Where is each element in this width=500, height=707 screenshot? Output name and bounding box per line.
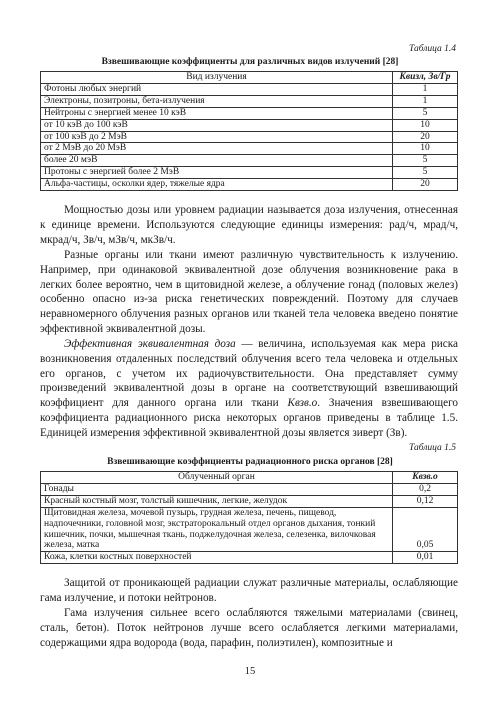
paragraph-effective-dose [40,337,458,441]
radiation-type-cell: Нейтроны с энергией менее 10 кэВ [41,107,393,119]
coefficient-cell: 20 [393,131,458,143]
paragraph-organ-sensitivity: Разные органы или ткани имеют различную чувствительность к излучению. Например, при одинаковой эквивалентной дозе облучения возникновение рака в легких более вероятно, чем в щитовидной железе, а облучение гонад (половых желез) особенно опасно из-за риска генетических повреждений. Поэтому для случаев неравномерного облучения разных органов или тканей тела человека введено понятие эффективной эквивалентной дозы. [40,249,458,335]
radiation-type-cell: Фотоны любых энергий [41,83,393,95]
coefficient-cell: 0,01 [393,552,458,564]
coefficient-cell: 1 [393,95,458,107]
table1-caption: Взвешивающие коэффициенты для различных видов излучений [28] [101,57,399,67]
table-row [41,495,458,507]
radiation-type-cell: от 100 кэВ до 2 МэВ [41,131,393,143]
coefficient-cell: 5 [393,167,458,179]
radiation-type-cell: Альфа-частицы, осколки ядер, тяжелые ядра [41,179,393,191]
organ-cell: Красный костный мозг, толстый кишечник, легкие, желудок [41,495,393,507]
column-header-organ: Облученный орган [41,472,393,484]
column-header-radiation-type: Вид излучения [41,72,393,84]
coefficient-cell: 1 [393,83,458,95]
table-row [41,83,458,95]
coefficient-cell: 5 [393,155,458,167]
coefficient-cell: 20 [393,179,458,191]
table2-caption: Взвешивающие коэффициенты радиационного риска органов [28] [107,457,393,467]
term-effective-dose: Эффективная эквивалентная доза [64,338,236,350]
radiation-type-cell: от 2 МэВ до 20 МэВ [41,143,393,155]
table-row [41,167,458,179]
radiation-type-cell: Электроны, позитроны, бета-излучения [41,95,393,107]
paragraph-dose-rate: Мощностью дозы или уровнем радиации называется доза излучения, отнесенная к единице времени. Используются следующие единицы измерения: рад/ч, мрад/ч, мкрад/ч, Зв/ч, мЗв/ч, мкЗв/ч. [40,204,458,246]
table-row [41,119,458,131]
coefficient-cell: 5 [393,107,458,119]
radiation-type-cell: Протоны с энергией более 2 МэВ [41,167,393,179]
table-row [41,107,458,119]
table1-label: Таблица 1.4 [409,44,456,54]
table2-label: Таблица 1.5 [409,443,456,453]
paragraph-text: — величина, используемая как мера риска возникновения отдаленных последствий облучения всего тела человека и отдельных его органов, с учетом их радиочувствительности. Она представляет сумму произведений эквивалентной дозы в органе на соответствующий взвешивающий коэффициент для данного органа или ткани [40,338,458,410]
table-header-row [41,72,458,84]
radiation-type-cell: от 10 кэВ до 100 кэВ [41,119,393,131]
coefficient-symbol: Kвзв.о [287,397,318,410]
table-row [41,483,458,495]
table-row [41,143,458,155]
organ-cell: Кожа, клетки костных поверхностей [41,552,393,564]
table-row [41,131,458,143]
organ-cell: Гонады [41,483,393,495]
organ-cell: Щитовидная железа, мочевой пузырь, грудная железа, печень, пищевод, надпочечники, головной мозг, экстраторокальный отдел органов дыхания, тонкий кишечник, почки, мышечная ткань, поджелудочная железа, селезенка, вилочковая железа, матка [41,507,393,552]
coefficient-cell: 0,2 [393,483,458,495]
radiation-weighting-table [40,71,458,191]
paragraph-gamma-attenuation: Гама излучения сильнее всего ослабляются тяжелыми материалами (свинец, сталь, бетон). Поток нейтронов лучше всего ослабляется легкими материалами, содержащими ядра водорода (вода, парафин, полиэтилен), композитные и [40,607,458,649]
column-header-coefficient: Kвзв.о [393,472,458,484]
coefficient-cell: 10 [393,119,458,131]
organ-risk-table [40,471,458,564]
coefficient-cell: 0,12 [393,495,458,507]
coefficient-cell: 0,05 [393,507,458,552]
paragraph-protection: Защитой от проникающей радиации служат различные материалы, ослабляющие гама излучение, и потоки нейтронов. [40,577,458,604]
column-header-coefficient: Kвизл, Зв/Гр [393,72,458,84]
table-row [41,507,458,552]
table-row [41,95,458,107]
table-row [41,179,458,191]
table-header-row [41,472,458,484]
radiation-type-cell: более 20 мэВ [41,155,393,167]
coefficient-cell: 10 [393,143,458,155]
page-number: 15 [244,666,256,677]
table-row [41,155,458,167]
paragraph-text: . Значения взвешивающего коэффициента радиационного риска некоторых органов приведены в таблице 1.5. Единицей измерения эффективной эквивалентной дозы является зиверт (Зв). [40,397,458,439]
table-row [41,552,458,564]
